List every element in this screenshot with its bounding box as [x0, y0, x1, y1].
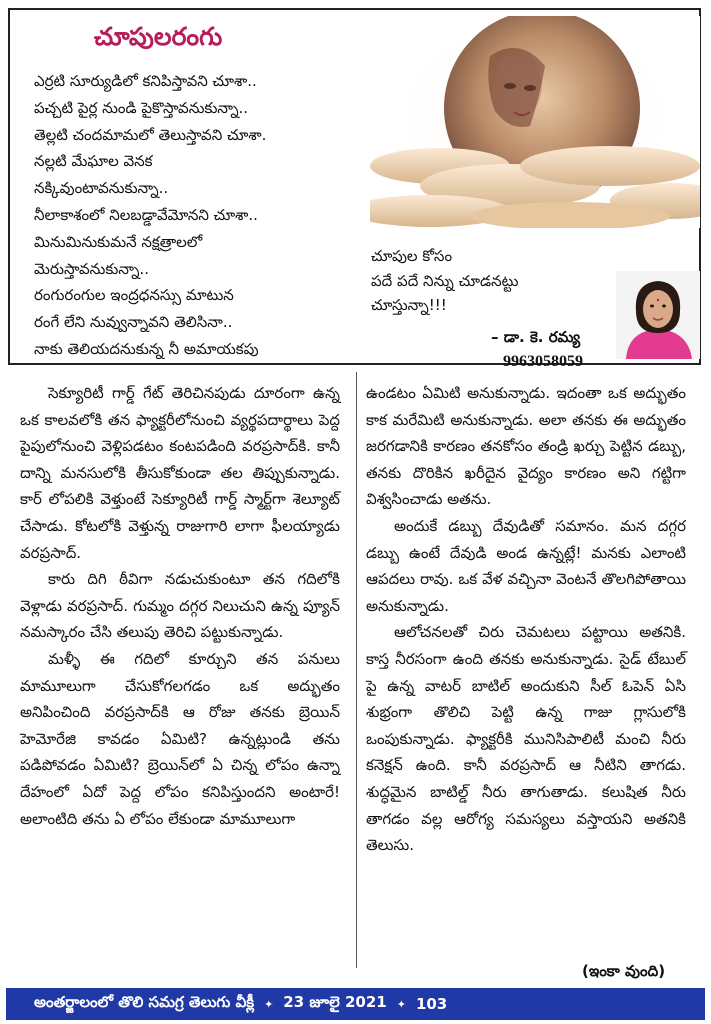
- poem-line: మెరుస్తావనుకున్నా..: [34, 259, 149, 278]
- footer-date: 23 జూలై 2021: [283, 993, 387, 1011]
- poem-side-line: పదే పదే నిన్ను చూడనట్టు: [371, 271, 519, 290]
- poem-line: మినుమినుకుమనే నక్షత్రాలలో: [34, 232, 203, 251]
- article-paragraph: సెక్యూరిటీ గార్డ్ గేట్ తెరిచినపుడు దూరంగా ఉన్న ఒక కాలవలోకి తన ఫ్యాక్టరీలోనుంచి వ్యర్థపదార్థాలు పెద్ద పైపులోనుంచి వెళ్లిపడటం కంటపడింది వరప్రసాద్‌కి. కానీ దాన్ని మనసులోకి తీసుకోకుండా తల తిప్పుకున్నాడు. కార్ లోపలికి వెళ్తుంటే సెక్యూరిటీ గార్డ్ స్మార్ట్‌గా శెల్యూట్ చేసాడు. కోటలోకి వెళ్తున్న రాజుగారి లాగా ఫీలయ్యాడు వరప్రసాద్.: [20, 384, 340, 562]
- poem-line: నల్లటి మేఘాల వెనక: [34, 152, 153, 171]
- page-footer: [6, 988, 705, 1020]
- poem-line: ఎర్రటి సూర్యుడిలో కనిపిస్తావని చూశా..: [34, 72, 257, 90]
- footer-tagline: అంతర్జాలంలో తొలి సమగ్ర తెలుగు వీక్లీ: [34, 993, 255, 1011]
- poem-side-line: చూపుల కోసం: [371, 247, 453, 265]
- author-name: – డా. కె. రమ్య: [491, 328, 581, 346]
- poem-side-line: చూస్తున్నా!!!: [371, 296, 447, 314]
- article-left-column: [20, 380, 340, 832]
- poem-box: [8, 8, 701, 370]
- article-paragraph: కారు దిగి ఠీవిగా నడుచుకుంటూ తన గదిలోకి వెళ్లాడు వరప్రసాద్. గుమ్మం దగ్గర నిలుచుని ఉన్న ప్యూన్ నమస్కారం చేసి తలుపు తెరిచి పట్టుకున్నాడు.: [20, 570, 340, 642]
- footer-page-number: 103: [415, 995, 448, 1013]
- poem-line: రంగే లేని నువ్వున్నావని తెలిసినా..: [34, 313, 233, 332]
- poem-line: పచ్చటి పైర్ల నుండి పైకొస్తావనుకున్నా..: [34, 98, 249, 117]
- separator-icon: ✦: [396, 997, 406, 1011]
- article-paragraph: అందుకే డబ్బు దేవుడితో సమానం. మన దగ్గర డబ్బు ఉంటే దేవుడి అండ ఉన్నట్లే! మనకు ఎలాంటి ఆపదలు రావు. ఒక వేళ వచ్చినా వెంటనే తొలగిపోతాయి అనుకున్నాడు.: [366, 516, 686, 615]
- article-paragraph: ఆలోచనలతో చిరు చెమటలు పట్టాయి అతనికి. కాస్త నీరసంగా ఉంది తనకు అనుకున్నాడు. సైడ్ టేబుల్ పై ఉన్న వాటర్ బాటిల్ అందుకుని సీల్ ఓపెన్ ఏసి శుభ్రంగా తొలిచి పెట్టి ఉన్న గాజు గ్లాసులోకి ఒంపుకున్నాడు. ఫ్యాక్టరీకి మునిసిపాలిటీ మంచి నీరు కనెక్షన్ ఉంది. కానీ వరప్రసాద్ ఆ నీటిని తాగడు. శుద్ధమైన బాటిల్డ్ నీరు తాగుతాడు. కలుషిత నీరు తాగడం వల్ల ఆరోగ్య సమస్యలు వస్తాయని అతనికి తెలుసు.: [366, 623, 686, 855]
- separator-icon: ✦: [264, 997, 274, 1011]
- article-paragraph: మళ్ళీ ఈ గదిలో కూర్చుని తన పనులు మామూలుగా చేసుకోగలగడం ఒక అద్భుతం అనిపించింది వరప్రసాద్‌కి ఆ రోజు తనకు బ్రెయిన్ హెమోరేజి కావడం ఏమిటి? ఉన్నట్లుండి తను పడిపోవడం ఏమిటి? బ్రెయిన్‌లో ఏ చిన్న లోపం ఉన్నా దేహంలో ఏదో పెద్ద లోపం కనిపిస్తుందని అంటారే! అలాంటిది తను ఏ లోపం లేకుండా మామూలుగా: [20, 649, 340, 828]
- poem-title: చూపులరంగు: [94, 22, 223, 51]
- author-photo: [616, 271, 700, 359]
- article-right-column: [366, 380, 686, 859]
- continued-note: (ఇంకా వుంది): [582, 962, 666, 980]
- poem-line: తెల్లటి చందమామలో తెలుస్తావని చూశా.: [34, 125, 267, 144]
- poem-side-lines: [371, 244, 518, 318]
- poem-line: నక్కివుంటావనుకున్నా..: [34, 179, 169, 198]
- poem-line: నీలాకాశంలో నిలబడ్డావేమోనని చూశా..: [34, 205, 258, 224]
- column-divider: [356, 372, 357, 968]
- author-phone: 9963058059: [503, 353, 583, 370]
- poem-line: నాకు తెలియదనుకున్న నీ అమాయకపు: [34, 339, 259, 358]
- poem-line: రంగురంగుల ఇంద్రధనస్సు మాటున: [34, 286, 234, 305]
- moon-cloud-illustration: [370, 16, 700, 228]
- poem-lines: [34, 68, 364, 363]
- article-paragraph: ఉండటం ఏమిటి అనుకున్నాడు. ఇదంతా ఒక అద్భుతం కాక మరేమిటి అనుకున్నాడు. అలా తనకు ఈ అద్భుతం జరగడానికి కారణం తనకోసం తండ్రి ఖర్చు పెట్టిన డబ్బు, తనకు దొరికిన ఖరీదైన వైద్యం కారణం అని గట్టిగా విశ్వసించాడు అతను.: [366, 384, 686, 509]
